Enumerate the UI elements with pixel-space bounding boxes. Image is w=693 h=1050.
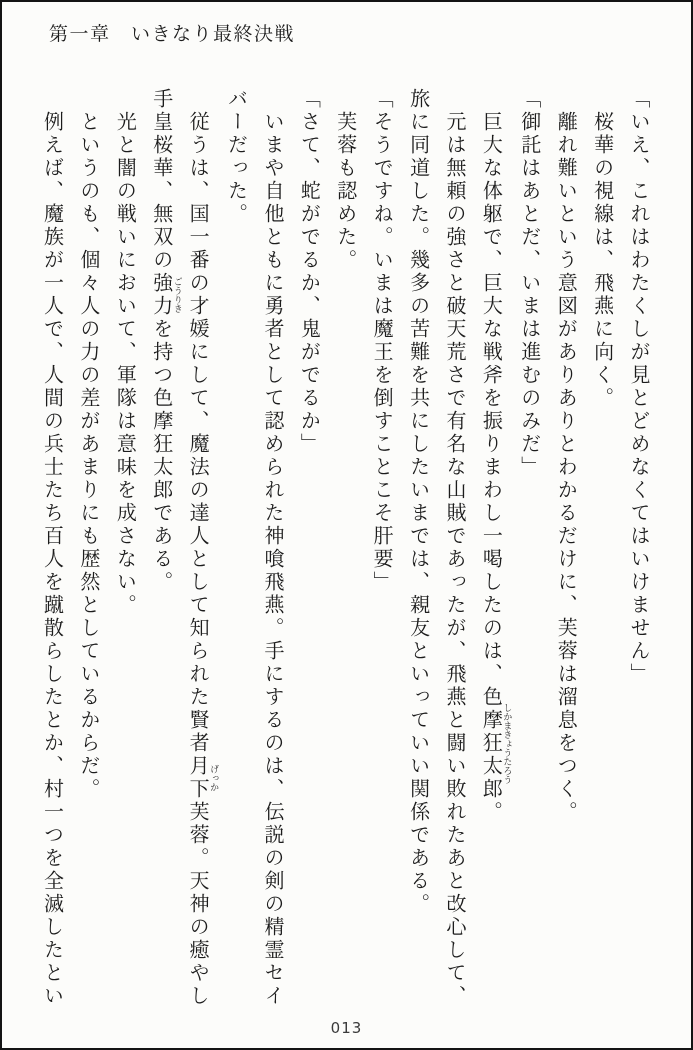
furigana-annotated-text: 月下げっか xyxy=(186,755,219,801)
paragraph: 「さて、蛇がでるか、鬼がでるか」 xyxy=(297,88,322,456)
paragraph: 「そうですね。いまは魔王を倒すことこそ肝要」 xyxy=(370,88,395,594)
paragraph: 従うは、国一番の才媛にして、魔法の達人として知られた賢者月下げっか芙蓉。天神の癒やし手皇桜華、無双の強力ごうりきを持つ色摩狂太郎である。 xyxy=(149,88,219,1008)
paragraph: 芙蓉も認めた。 xyxy=(333,111,358,272)
paragraph: 光と闇の戦いにおいて、軍隊は意味を成さない。 xyxy=(113,111,138,617)
paragraph: 離れ難いという意図がありありとわかるだけに、芙蓉は溜息をつく。 xyxy=(554,111,579,824)
paragraph: というのも、個々人の力の差があまりにも歴然としているからだ。 xyxy=(76,111,101,801)
paragraph: いまや自他ともに勇者として認められた神喰飛燕。手にするのは、伝説の剣の精霊セイバーだった。 xyxy=(224,88,285,1008)
paragraph: 元は無頼の強さと破天荒さで有名な山賊であったが、飛燕と闘い敗れたあと改心して、旅に同道した。幾多の苦難を共にしたいまでは、親友といっていい関係である。 xyxy=(406,88,467,1008)
page-number: 013 xyxy=(330,1019,363,1037)
paragraph: 「御託はあとだ、いまは進むのみだ」 xyxy=(517,88,542,479)
paragraph: 「いえ、これはわたくしが見とどめなくてはいけません」 xyxy=(627,88,651,686)
paragraph: 桜華の視線は、飛燕に向く。 xyxy=(590,111,615,410)
chapter-header: 第一章 いきなり最終決戦 xyxy=(49,23,296,45)
furigana-annotated-text: 色摩狂太郎しかまきょうたろう xyxy=(479,686,512,801)
body-text xyxy=(35,88,657,1012)
paragraph: 例えば、魔族が一人で、人間の兵士たち百人を蹴散らしたとか、村一つを全滅したとい xyxy=(40,111,65,1008)
furigana-annotated-text: 強力ごうりき xyxy=(149,272,182,318)
paragraph: 巨大な体躯で、巨大な戦斧を振りまわし一喝したのは、色摩狂太郎しかまきょうたろう。 xyxy=(479,111,512,824)
